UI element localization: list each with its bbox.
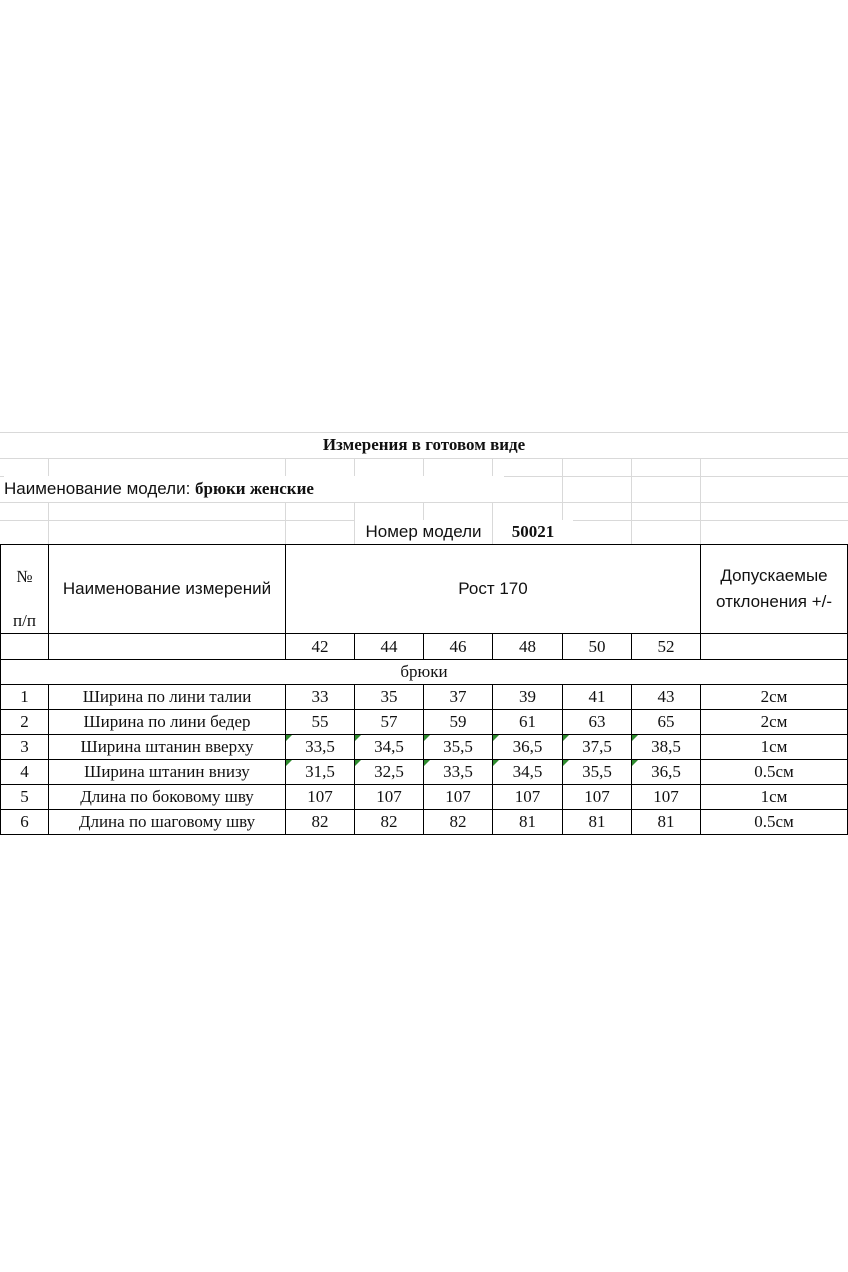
- header-tolerance-line2: отклонения +/-: [715, 592, 833, 611]
- measure-value: 57: [354, 709, 424, 735]
- size-cell: 42: [285, 633, 355, 660]
- size-cell: 50: [562, 633, 632, 660]
- error-indicator-icon: [493, 760, 499, 766]
- error-indicator-icon: [424, 735, 430, 741]
- tolerance-value: 2см: [700, 709, 848, 735]
- measure-value: 36,5: [492, 734, 563, 760]
- size-cell: 52: [631, 633, 701, 660]
- size-cell: 48: [492, 633, 563, 660]
- model-name-value: брюки женские: [195, 479, 314, 498]
- model-number-value: 50021: [493, 520, 573, 544]
- row-number: 5: [0, 784, 49, 810]
- measure-value: 35,5: [562, 759, 632, 785]
- measure-name: Ширина по лини талии: [48, 684, 286, 710]
- gridline: [0, 502, 848, 503]
- header-num-sub: п/п: [13, 611, 36, 630]
- header-measure-name: Наименование измерений: [48, 544, 286, 634]
- measure-name: Длина по шаговому шву: [48, 809, 286, 835]
- measure-value: 107: [631, 784, 701, 810]
- error-indicator-icon: [424, 760, 430, 766]
- measure-value: 82: [285, 809, 355, 835]
- measure-value: 39: [492, 684, 563, 710]
- row-number: 4: [0, 759, 49, 785]
- measure-name: Ширина по лини бедер: [48, 709, 286, 735]
- error-indicator-icon: [563, 760, 569, 766]
- header-height: Рост 170: [285, 544, 701, 634]
- size-cell: 44: [354, 633, 424, 660]
- tolerance-value: 1см: [700, 734, 848, 760]
- row-number: 1: [0, 684, 49, 710]
- measure-value: 81: [631, 809, 701, 835]
- measure-value: 37,5: [562, 734, 632, 760]
- spreadsheet: [0, 432, 848, 840]
- error-indicator-icon: [493, 735, 499, 741]
- measure-value: 43: [631, 684, 701, 710]
- row-number: 2: [0, 709, 49, 735]
- measure-value: 59: [423, 709, 493, 735]
- error-indicator-icon: [563, 735, 569, 741]
- section-label: брюки: [0, 659, 848, 685]
- measure-value: 82: [354, 809, 424, 835]
- error-indicator-icon: [286, 735, 292, 741]
- measure-value: 107: [354, 784, 424, 810]
- measure-value: 107: [492, 784, 563, 810]
- measure-value: 33,5: [423, 759, 493, 785]
- measure-value: 36,5: [631, 759, 701, 785]
- measure-value: 34,5: [492, 759, 563, 785]
- gridline: [631, 458, 632, 544]
- sheet-title: Измерения в готовом виде: [322, 435, 526, 454]
- gridline: [700, 458, 701, 544]
- measure-value: 35: [354, 684, 424, 710]
- measure-value: 33: [285, 684, 355, 710]
- tolerance-value: 0.5см: [700, 759, 848, 785]
- tolerance-value: 2см: [700, 684, 848, 710]
- measure-value: 38,5: [631, 734, 701, 760]
- measure-value: 82: [423, 809, 493, 835]
- measure-value: 63: [562, 709, 632, 735]
- model-name-line: [4, 476, 504, 502]
- measure-value: 32,5: [354, 759, 424, 785]
- measure-name: Ширина штанин вверху: [48, 734, 286, 760]
- error-indicator-icon: [355, 735, 361, 741]
- model-name-label: Наименование модели:: [4, 479, 191, 498]
- model-number-label: Номер модели: [355, 520, 492, 544]
- measure-value: 107: [423, 784, 493, 810]
- size-row-empty: [700, 633, 848, 660]
- measure-value: 107: [562, 784, 632, 810]
- measure-value: 35,5: [423, 734, 493, 760]
- error-indicator-icon: [632, 760, 638, 766]
- measure-value: 55: [285, 709, 355, 735]
- measure-value: 61: [492, 709, 563, 735]
- error-indicator-icon: [355, 760, 361, 766]
- tolerance-value: 1см: [700, 784, 848, 810]
- header-num: [0, 544, 49, 634]
- measure-value: 81: [492, 809, 563, 835]
- size-row-empty: [0, 633, 49, 660]
- measure-value: 37: [423, 684, 493, 710]
- measure-name: Длина по боковому шву: [48, 784, 286, 810]
- header-num-symbol: №: [16, 567, 33, 586]
- measure-value: 31,5: [285, 759, 355, 785]
- measure-value: 81: [562, 809, 632, 835]
- measure-value: 107: [285, 784, 355, 810]
- measure-value: 41: [562, 684, 632, 710]
- size-row-empty: [48, 633, 286, 660]
- gridline: [0, 458, 848, 459]
- measure-value: 34,5: [354, 734, 424, 760]
- row-number: 6: [0, 809, 49, 835]
- error-indicator-icon: [286, 760, 292, 766]
- size-cell: 46: [423, 633, 493, 660]
- row-number: 3: [0, 734, 49, 760]
- measure-value: 33,5: [285, 734, 355, 760]
- tolerance-value: 0.5см: [700, 809, 848, 835]
- error-indicator-icon: [632, 735, 638, 741]
- header-tolerance-line1: Допускаемые: [720, 566, 828, 585]
- header-tolerance: [700, 544, 848, 634]
- measure-value: 65: [631, 709, 701, 735]
- measure-name: Ширина штанин внизу: [48, 759, 286, 785]
